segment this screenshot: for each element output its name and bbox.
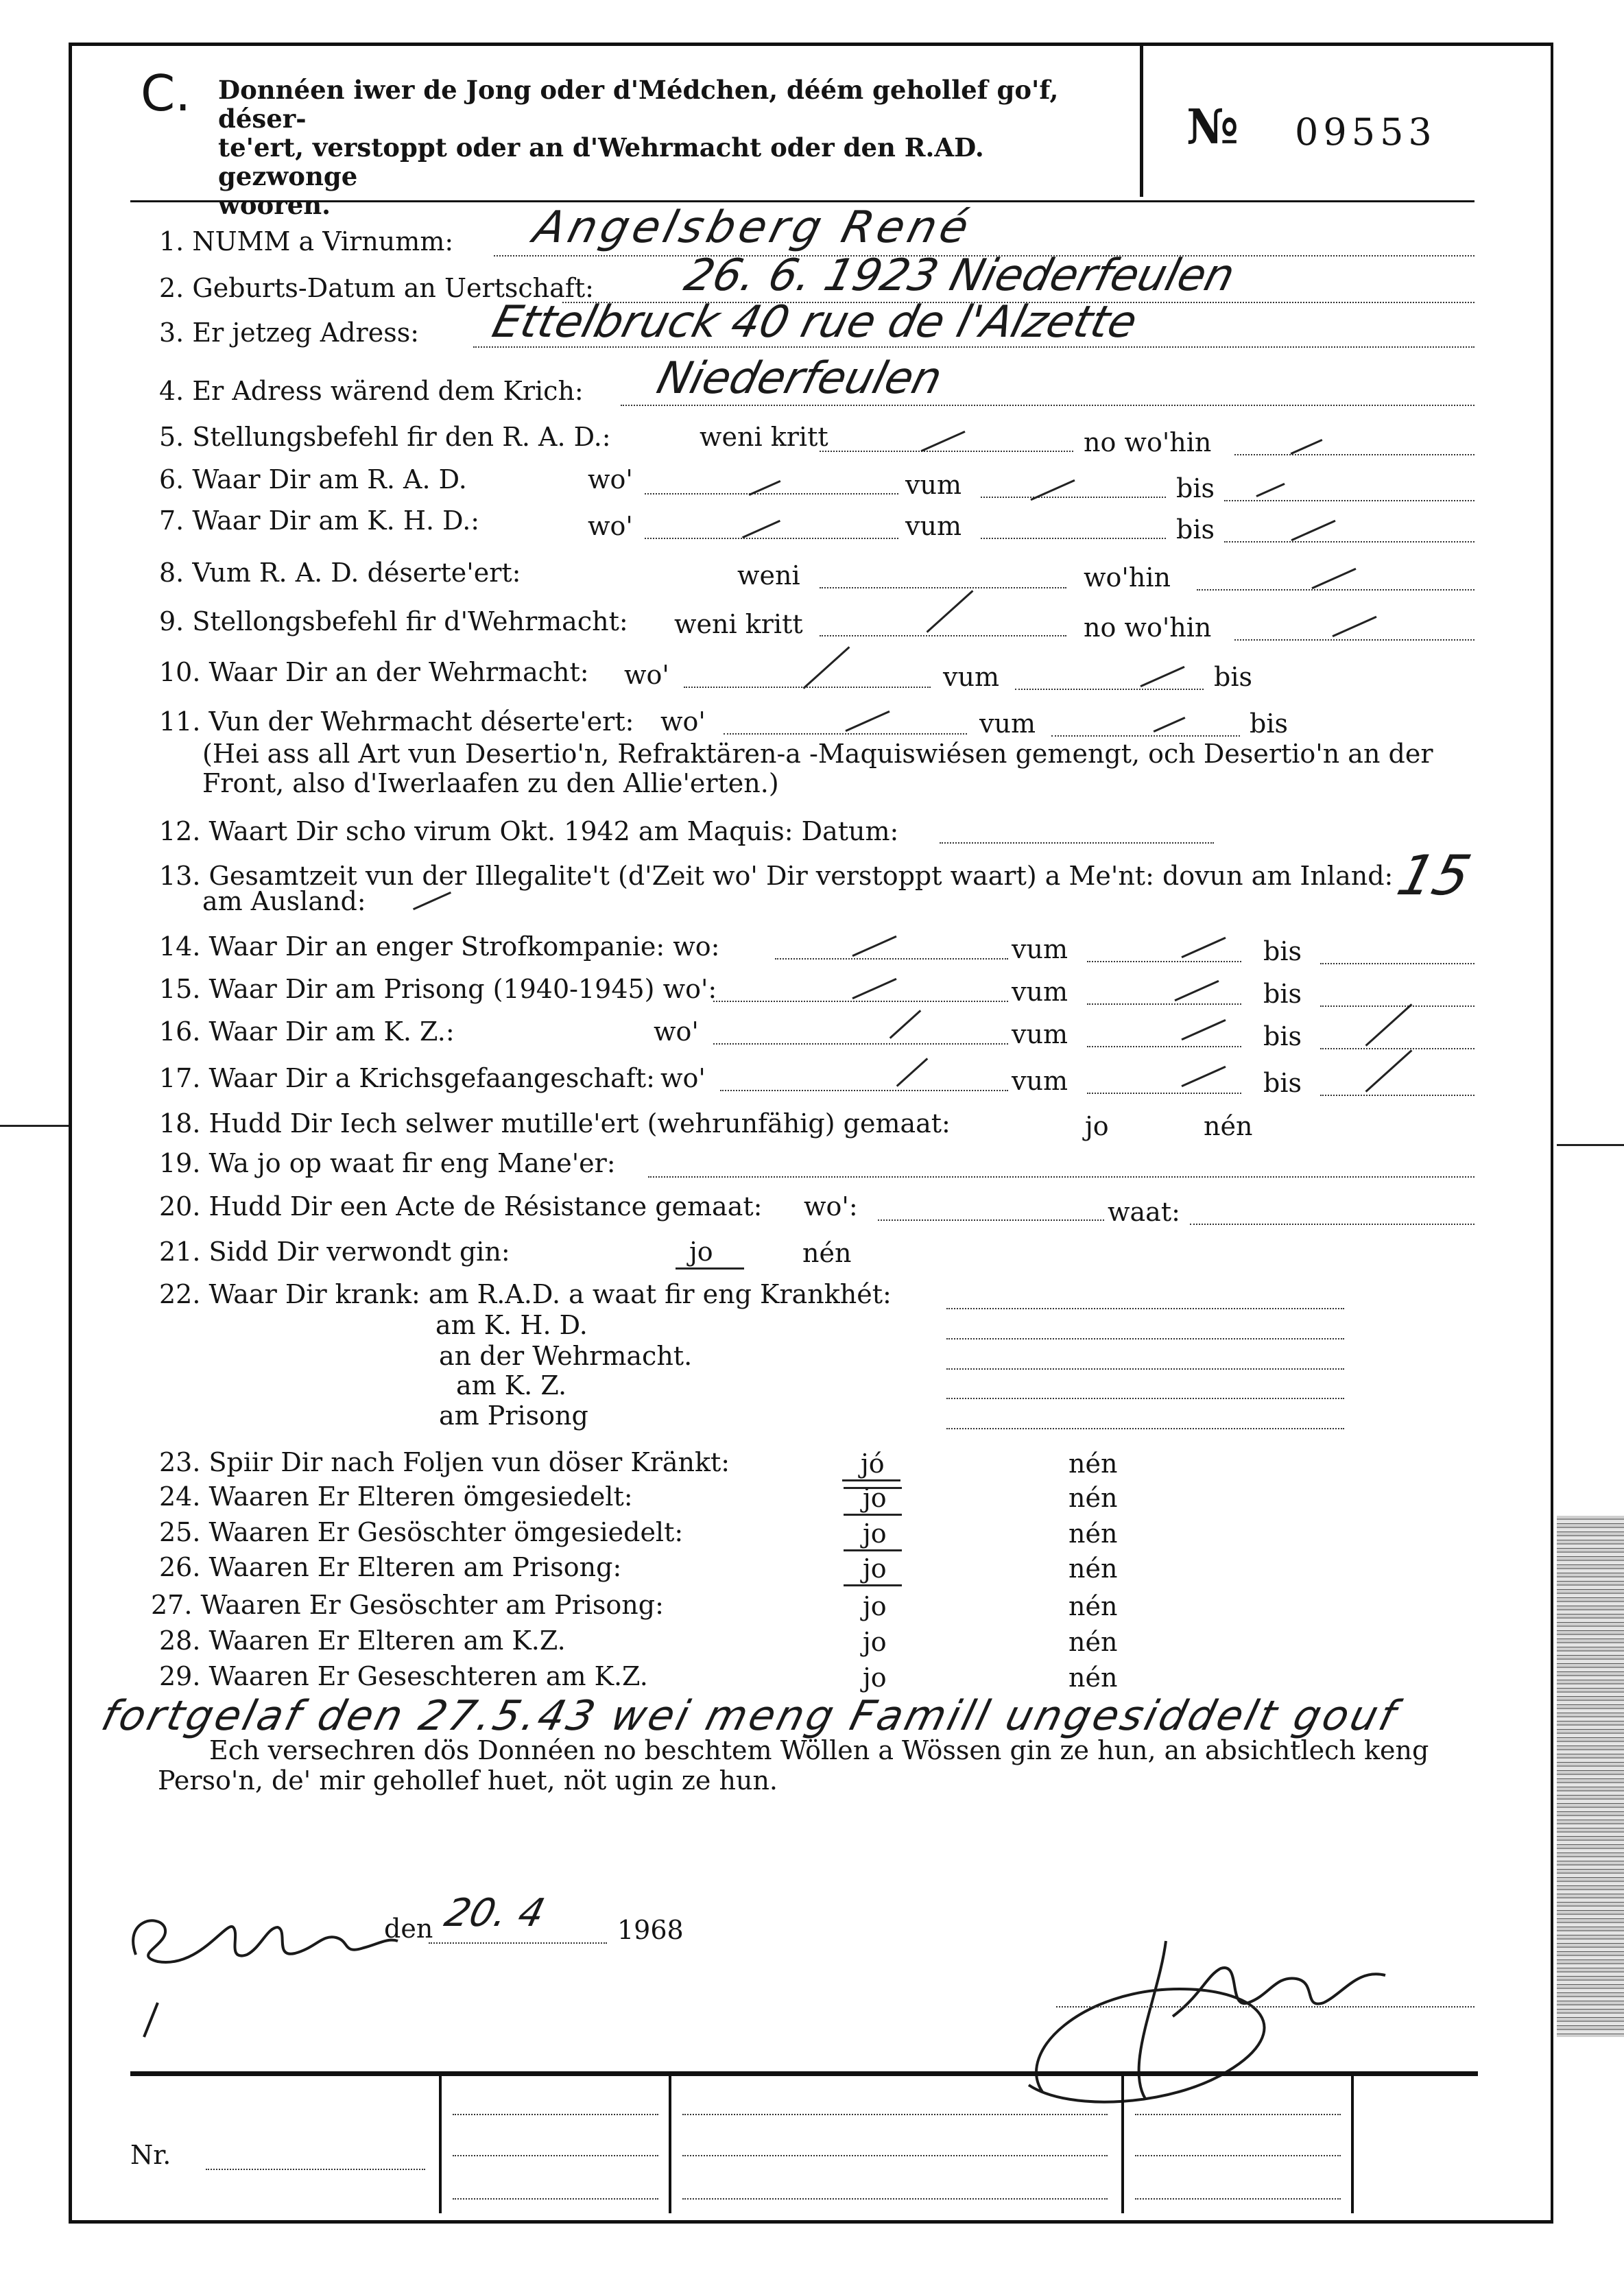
q13-answer: 15 <box>1391 844 1477 907</box>
q19-line <box>648 1176 1474 1178</box>
q23-label: 23. Spiir Dir nach Foljen vun döser Kränkt: <box>159 1447 730 1477</box>
footer-line <box>453 2198 658 2200</box>
q16-wo: wo' <box>654 1016 699 1047</box>
q15-bis: bis <box>1263 979 1302 1009</box>
q27-no: nén <box>1068 1591 1118 1621</box>
q24-label: 24. Waaren Er Elteren ömgesiedelt: <box>159 1481 633 1512</box>
q28-label: 28. Waaren Er Elteren am K.Z. <box>159 1625 566 1656</box>
q6-bis-line <box>1224 500 1474 501</box>
q17-label: 17. Waar Dir a Krichsgefaangeschaft: <box>159 1063 655 1093</box>
q15-bis-line <box>1320 1005 1474 1007</box>
declaration-line-1: Ech versechren dös Donnéen no beschtem Wöllen a Wössen gin ze hun, an absichtlech keng <box>209 1735 1429 1765</box>
q17-wo-line <box>720 1090 1008 1091</box>
section-letter: C. <box>141 64 191 122</box>
q15-vum: vum <box>1012 977 1068 1007</box>
q6-vum: vum <box>905 470 962 500</box>
q17-bis: bis <box>1263 1068 1302 1098</box>
q14-label: 14. Waar Dir an enger Strofkompanie: wo: <box>159 931 720 962</box>
q29-yes: jo <box>863 1663 887 1693</box>
q16-vum-line <box>1087 1046 1241 1047</box>
q5-wohin-line <box>1234 454 1474 455</box>
q19-label: 19. Wa jo op waat fir eng Mane'er: <box>159 1148 616 1178</box>
footer-line <box>453 2155 658 2156</box>
q9-weni: weni kritt <box>674 609 803 639</box>
q2-answer: 26. 6. 1923 Niederfeulen <box>679 250 1240 301</box>
q9-weni-line <box>820 635 1066 636</box>
q25-yes: jo <box>863 1518 887 1549</box>
q11-label: 11. Vun der Wehrmacht déserte'ert: <box>159 706 634 737</box>
heading-line-2: te'ert, verstoppt oder an d'Wehrmacht oder den R.AD. gezwonge <box>218 132 984 191</box>
q27-label: 27. Waaren Er Gesöschter am Prisong: <box>151 1590 664 1620</box>
q6-label: 6. Waar Dir am R. A. D. <box>159 464 467 495</box>
form-heading <box>218 75 1116 219</box>
q3-answer: Ettelbruck 40 rue de l'Alzette <box>487 297 1143 348</box>
declaration-line-2: Perso'n, de' mir gehollef huet, nöt ugin ze hun. <box>158 1765 778 1796</box>
q9-label: 9. Stellongsbefehl fir d'Wehrmacht: <box>159 606 628 636</box>
footer-line <box>682 2114 1108 2115</box>
q20-where: wo': <box>804 1191 858 1222</box>
q6-wo: wo' <box>588 464 633 495</box>
q6-wo-line <box>645 493 898 495</box>
signature <box>1001 1914 1399 2119</box>
footer-line <box>1135 2155 1341 2156</box>
q4-line <box>621 405 1474 406</box>
form-number: 09553 <box>1295 110 1437 154</box>
q6-vum-line <box>981 497 1166 498</box>
q7-wo: wo' <box>588 511 633 541</box>
q25-no: nén <box>1068 1518 1118 1549</box>
q10-vum-line <box>1015 689 1204 690</box>
q8-wohin: wo'hin <box>1084 562 1171 593</box>
q16-label: 16. Waar Dir am K. Z.: <box>159 1016 455 1047</box>
q23-yes-underline <box>842 1479 900 1481</box>
heading-line-3: wooren. <box>218 190 331 220</box>
q24-no: nén <box>1068 1483 1118 1513</box>
q7-wo-line <box>645 538 898 539</box>
q1-answer: Angelsberg René <box>528 202 978 253</box>
q22-sub-khd: am K. H. D. <box>435 1310 588 1340</box>
place-handwriting-ettelbruck <box>117 1879 405 2058</box>
q11-bis: bis <box>1250 708 1288 739</box>
q29-no: nén <box>1068 1663 1118 1693</box>
q22-sub-wehrmacht: an der Wehrmacht. <box>439 1341 693 1371</box>
q10-wo: wo' <box>624 660 669 690</box>
q11-vum-line <box>1051 735 1240 737</box>
q28-yes: jo <box>863 1627 887 1657</box>
q14-wo-line <box>775 958 1008 960</box>
date-line <box>429 1942 607 1944</box>
number-sign: № <box>1186 98 1239 155</box>
q13-label-abroad: am Ausland: <box>202 886 366 916</box>
q23-no: nén <box>1068 1449 1118 1479</box>
signature-line <box>1056 2006 1474 2008</box>
q14-bis: bis <box>1263 936 1302 966</box>
q9-wohin-line <box>1234 639 1474 641</box>
q7-bis-line <box>1224 541 1474 543</box>
q27-yes: jo <box>863 1591 887 1621</box>
q28-no: nén <box>1068 1627 1118 1657</box>
q21-yes-underline <box>676 1267 744 1270</box>
q7-vum: vum <box>905 511 962 541</box>
q18-yes: jo <box>1085 1111 1109 1141</box>
footer-line <box>453 2114 658 2115</box>
q16-bis-line <box>1320 1048 1474 1049</box>
q24-yes-underline <box>844 1487 902 1489</box>
q20-label: 20. Hudd Dir een Acte de Résistance gemaat: <box>159 1191 763 1222</box>
q20-what: waat: <box>1108 1197 1180 1227</box>
q16-vum: vum <box>1012 1019 1068 1049</box>
q25-yes-underline <box>844 1549 902 1551</box>
q10-bis: bis <box>1214 662 1252 692</box>
footer-column-divider <box>1121 2076 1124 2213</box>
q10-label: 10. Waar Dir an der Wehrmacht: <box>159 657 589 687</box>
footer-column-divider <box>439 2076 442 2213</box>
q17-wo: wo' <box>660 1063 706 1093</box>
q11-wo-line <box>724 733 967 735</box>
q23-yes: jó <box>861 1449 885 1479</box>
q4-label: 4. Er Adress wärend dem Krich: <box>159 376 584 406</box>
q14-vum-line <box>1087 961 1241 962</box>
q17-bis-line <box>1320 1095 1474 1096</box>
q22-line-khd <box>946 1338 1344 1339</box>
q25-label: 25. Waaren Er Gesöschter ömgesiedelt: <box>159 1517 684 1547</box>
q16-bis: bis <box>1263 1021 1302 1051</box>
footer-column-divider <box>1351 2076 1354 2213</box>
q9-wohin: no wo'hin <box>1084 612 1212 643</box>
q21-yes: jo <box>689 1237 713 1267</box>
q10-vum: vum <box>943 662 999 692</box>
q6-bis: bis <box>1176 473 1215 503</box>
q26-label: 26. Waaren Er Elteren am Prisong: <box>159 1552 622 1582</box>
q17-vum: vum <box>1012 1066 1068 1096</box>
q14-bis-line <box>1320 963 1474 964</box>
q29-label: 29. Waaren Er Geseschteren am K.Z. <box>159 1661 648 1691</box>
date-den: den <box>384 1914 433 1944</box>
q5-label: 5. Stellungsbefehl fir den R. A. D.: <box>159 422 611 452</box>
q21-no: nén <box>802 1238 852 1268</box>
q5-weni: weni kritt <box>700 422 828 452</box>
q22-line-prisong <box>946 1428 1344 1429</box>
q12-line <box>940 842 1214 844</box>
q13-label: 13. Gesamtzeit vun der Illegalite't (d'Zeit wo' Dir verstoppt waart) a Me'nt: dovun am Inland: <box>159 861 1394 891</box>
q22-label: 22. Waar Dir krank: am R.A.D. a waat fir eng Krankhét: <box>159 1279 892 1309</box>
q26-yes-underline <box>844 1584 902 1586</box>
q22-sub-prisong: am Prisong <box>439 1401 588 1431</box>
date-handwritten: 20. 4 <box>440 1891 549 1935</box>
q22-sub-kz: am K. Z. <box>456 1370 567 1401</box>
scan-edge-noise <box>1557 1516 1624 2037</box>
q18-no: nén <box>1204 1111 1253 1141</box>
q15-vum-line <box>1087 1003 1241 1005</box>
footer-nr-label: Nr. <box>130 2140 171 2170</box>
q24-yes: jo <box>863 1483 887 1513</box>
q18-label: 18. Hudd Dir Iech selwer mutille'ert (wehrunfähig) gemaat: <box>159 1108 951 1139</box>
q7-label: 7. Waar Dir am K. H. D.: <box>159 505 480 536</box>
footer-line <box>1135 2198 1341 2200</box>
q11-wo: wo' <box>660 706 706 737</box>
q21-label: 21. Sidd Dir verwondt gin: <box>159 1237 510 1267</box>
declaration <box>158 1735 1474 1796</box>
handwritten-remark: fortgelaf den 27.5.43 wei meng Famill ungesiddelt gouf <box>97 1692 1403 1740</box>
q26-no: nén <box>1068 1553 1118 1584</box>
q24-yes-underline <box>844 1514 902 1516</box>
q11-vum: vum <box>979 708 1036 739</box>
q5-weni-line <box>820 451 1073 452</box>
q7-vum-line <box>981 538 1166 539</box>
q22-line-kz <box>946 1398 1344 1399</box>
footer-nr-line <box>206 2169 425 2170</box>
scan-fold-mark <box>0 1125 69 1127</box>
q15-label: 15. Waar Dir am Prisong (1940-1945) wo': <box>159 974 717 1004</box>
q8-label: 8. Vum R. A. D. déserte'ert: <box>159 558 521 588</box>
q14-vum: vum <box>1012 934 1068 964</box>
q26-yes: jo <box>863 1553 887 1584</box>
q16-wo-line <box>713 1043 1008 1045</box>
q11-note-line-1: (Hei ass all Art vun Desertio'n, Refraktären-a -Maquiswiésen gemengt, och Desertio'n an der <box>202 739 1433 769</box>
footer-line <box>1135 2114 1341 2115</box>
q5-wohin: no wo'hin <box>1084 427 1212 457</box>
scan-fold-mark <box>1557 1144 1624 1146</box>
q20-where-line <box>878 1219 1104 1221</box>
footer-line <box>682 2198 1108 2200</box>
q11-note-line-2: Front, also d'Iwerlaafen zu den Allie'erten.) <box>202 768 779 798</box>
q22-line-wehrmacht <box>946 1368 1344 1370</box>
q8-wohin-line <box>1197 589 1474 591</box>
q8-weni-line <box>820 587 1066 588</box>
q8-weni: weni <box>737 560 800 591</box>
footer-rule <box>130 2071 1478 2076</box>
q17-vum-line <box>1087 1093 1241 1094</box>
q7-bis: bis <box>1176 514 1215 545</box>
date-year: 1968 <box>617 1915 684 1945</box>
q10-wo-line <box>684 687 931 688</box>
header-separator <box>1140 43 1143 197</box>
q4-answer: Niederfeulen <box>652 353 947 404</box>
footer-line <box>682 2155 1108 2156</box>
heading-line-1: Donnéen iwer de Jong oder d'Médchen, déém gehollef go'f, déser- <box>218 75 1059 134</box>
q2-label: 2. Geburts-Datum an Uertschaft: <box>159 273 594 303</box>
q20-what-line <box>1190 1224 1474 1225</box>
footer-column-divider <box>669 2076 671 2213</box>
q1-label: 1. NUMM a Virnumm: <box>159 226 454 257</box>
q12-label: 12. Waart Dir scho virum Okt. 1942 am Maquis: Datum: <box>159 816 899 846</box>
q15-wo-line <box>713 1001 1008 1002</box>
q22-line-rad <box>946 1308 1344 1309</box>
q3-label: 3. Er jetzeg Adress: <box>159 318 419 348</box>
